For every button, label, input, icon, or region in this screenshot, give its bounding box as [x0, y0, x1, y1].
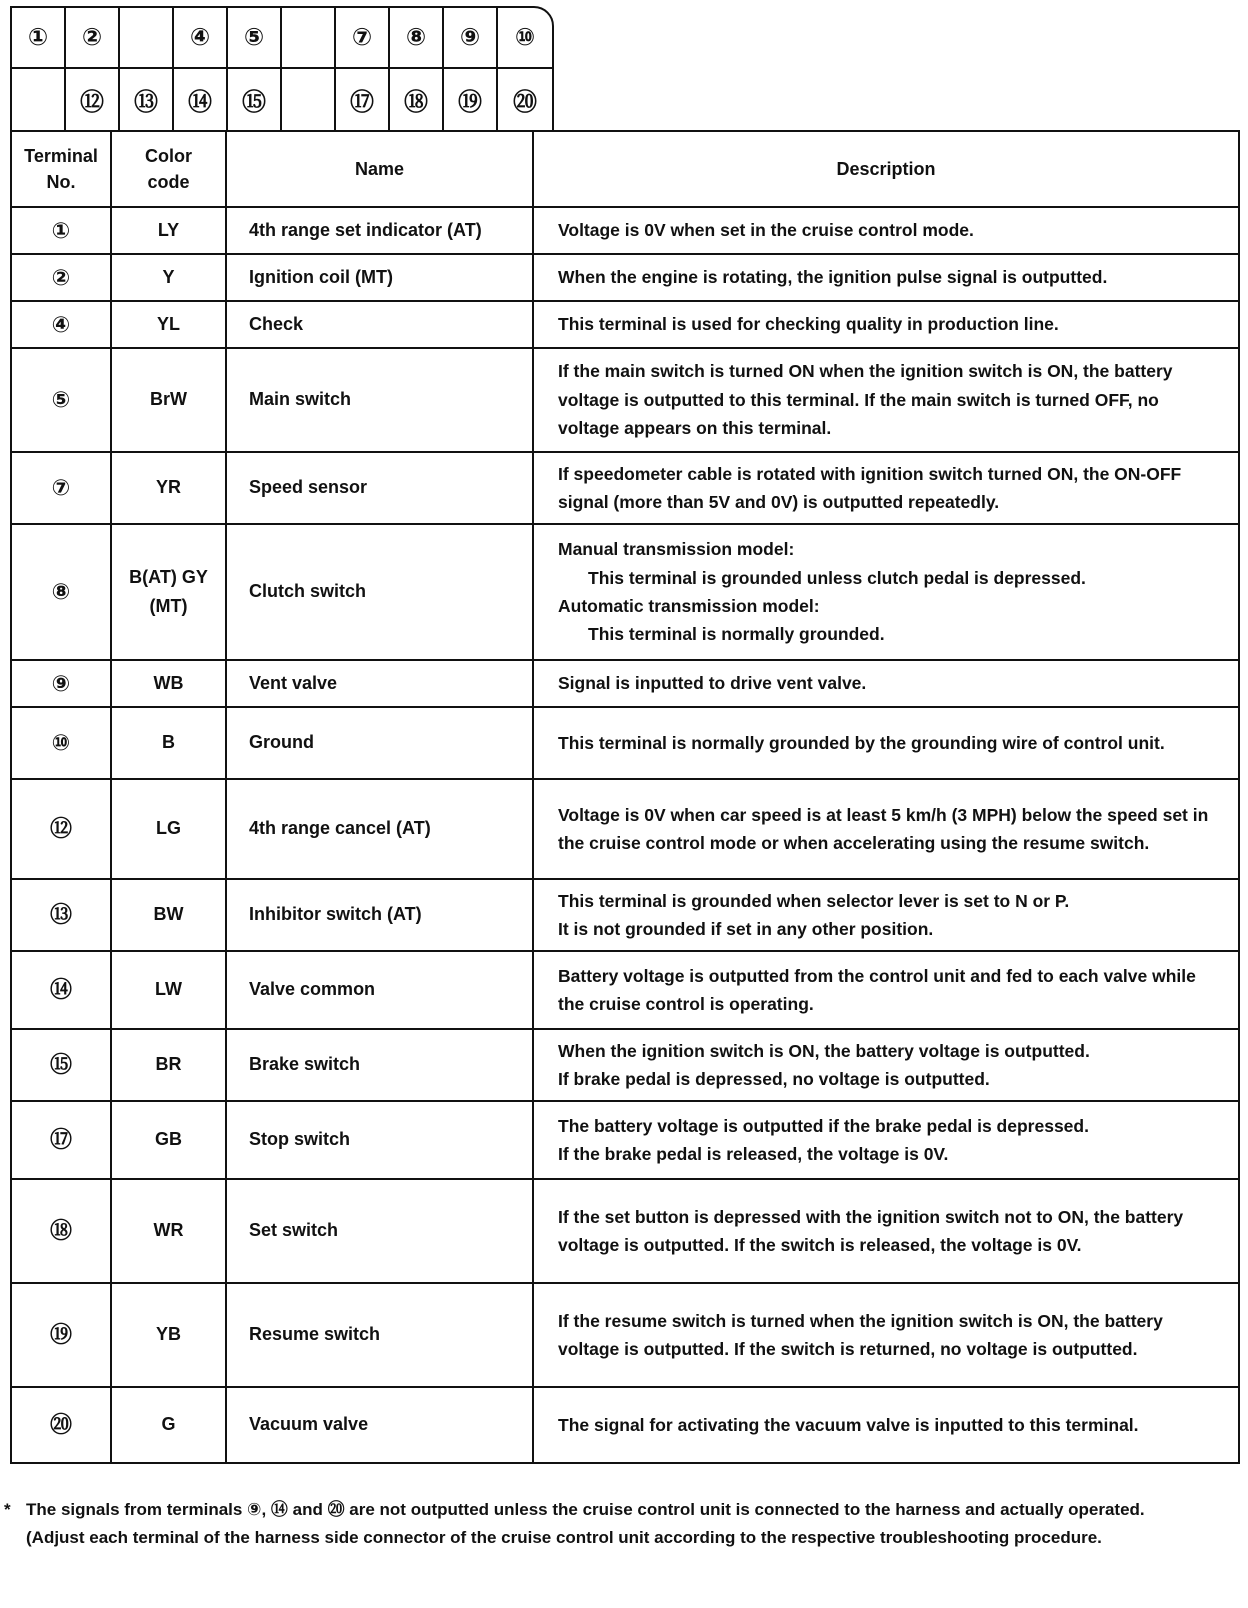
table-row — [11, 660, 1239, 707]
description-line: The battery voltage is outputted if the brake pedal is depressed. — [558, 1115, 1089, 1136]
name-cell: Clutch switch — [226, 524, 533, 660]
connector-pin: ⑨ — [444, 8, 498, 69]
description-line: This terminal is used for checking quality in production line. — [558, 314, 1059, 335]
table-row — [11, 254, 1239, 301]
name-cell: Valve common — [226, 951, 533, 1029]
description-cell — [533, 1179, 1239, 1283]
color-code-cell: B(AT) GY (MT) — [111, 524, 226, 660]
description-line: If the brake pedal is released, the voltage is 0V. — [558, 1144, 949, 1164]
table-row — [11, 301, 1239, 348]
table-row — [11, 207, 1239, 254]
table-row — [11, 1387, 1239, 1463]
color-code-cell: B — [111, 707, 226, 779]
description-line: Voltage is 0V when car speed is at least 5 km/h (3 MPH) below the speed set in the cruise control mode or when accelerating using the resume switch. — [558, 804, 1209, 853]
color-code-cell: YR — [111, 452, 226, 524]
table-row — [11, 1283, 1239, 1387]
connector-pin: ⑤ — [228, 8, 282, 69]
connector-pin: ⑫ — [66, 69, 120, 130]
description-cell — [533, 951, 1239, 1029]
terminal-no-cell: ⑫ — [11, 779, 111, 879]
color-code-cell: WB — [111, 660, 226, 707]
terminal-no-cell: ② — [11, 254, 111, 301]
terminal-no-cell: ⑲ — [11, 1283, 111, 1387]
description-cell — [533, 779, 1239, 879]
connector-pin: ⑲ — [444, 69, 498, 130]
description-cell — [533, 1387, 1239, 1463]
color-code-cell: WR — [111, 1179, 226, 1283]
color-code-cell: YB — [111, 1283, 226, 1387]
name-cell: Brake switch — [226, 1029, 533, 1101]
description-cell — [533, 1029, 1239, 1101]
terminal-table — [10, 130, 1240, 1464]
color-code-cell: YL — [111, 301, 226, 348]
connector-pin — [120, 8, 174, 69]
header-description: Description — [533, 131, 1239, 207]
footnote — [4, 1496, 1236, 1552]
connector-pin: ⑩ — [498, 8, 552, 69]
description-cell — [533, 1101, 1239, 1179]
name-cell: Main switch — [226, 348, 533, 452]
color-code-cell: BW — [111, 879, 226, 951]
terminal-no-cell: ⑰ — [11, 1101, 111, 1179]
terminal-no-cell: ⑱ — [11, 1179, 111, 1283]
description-line: It is not grounded if set in any other position. — [558, 919, 934, 939]
terminal-no-cell: ⑬ — [11, 879, 111, 951]
description-line: The signal for activating the vacuum valve is inputted to this terminal. — [558, 1414, 1139, 1435]
name-cell: Check — [226, 301, 533, 348]
description-cell — [533, 707, 1239, 779]
description-line: Voltage is 0V when set in the cruise control mode. — [558, 220, 974, 241]
description-line: Manual transmission model: — [558, 539, 795, 560]
color-code-cell: LW — [111, 951, 226, 1029]
color-code-cell: GB — [111, 1101, 226, 1179]
table-row — [11, 1179, 1239, 1283]
table-row — [11, 707, 1239, 779]
connector-pin — [12, 69, 66, 130]
description-cell — [533, 879, 1239, 951]
connector-pin — [282, 8, 336, 69]
terminal-no-cell: ① — [11, 207, 111, 254]
table-row — [11, 452, 1239, 524]
table-row — [11, 951, 1239, 1029]
table-header-row — [11, 131, 1239, 207]
name-cell: 4th range cancel (AT) — [226, 779, 533, 879]
description-line: This terminal is normally grounded. — [588, 624, 885, 645]
connector-pin: ⑭ — [174, 69, 228, 130]
terminal-no-cell: ⑮ — [11, 1029, 111, 1101]
header-name: Name — [226, 131, 533, 207]
description-line: This terminal is grounded when selector lever is set to N or P. — [558, 890, 1070, 911]
terminal-no-cell: ⑭ — [11, 951, 111, 1029]
name-cell: Set switch — [226, 1179, 533, 1283]
connector-pin: ② — [66, 8, 120, 69]
connector-pin: ⑮ — [228, 69, 282, 130]
connector-pin: ⑰ — [336, 69, 390, 130]
header-color-code: Color code — [111, 131, 226, 207]
description-cell — [533, 524, 1239, 660]
header-terminal-no: Terminal No. — [11, 131, 111, 207]
description-line: When the engine is rotating, the ignition pulse signal is outputted. — [558, 267, 1108, 288]
description-line: If the main switch is turned ON when the ignition switch is ON, the battery voltage is outputted to this terminal. If the main switch is turned OFF, no voltage appears on this terminal. — [558, 361, 1173, 439]
description-line: Automatic transmission model: — [558, 596, 820, 616]
color-code-cell: BrW — [111, 348, 226, 452]
name-cell: Stop switch — [226, 1101, 533, 1179]
name-cell: Vacuum valve — [226, 1387, 533, 1463]
table-row — [11, 524, 1239, 660]
description-line: If the set button is depressed with the ignition switch not to ON, the battery voltage is outputted. If the switch is released, the voltage is 0V. — [558, 1206, 1184, 1255]
name-cell: Inhibitor switch (AT) — [226, 879, 533, 951]
description-line: This terminal is grounded unless clutch pedal is depressed. — [588, 567, 1086, 588]
description-line: When the ignition switch is ON, the battery voltage is outputted. — [558, 1040, 1090, 1061]
name-cell: Speed sensor — [226, 452, 533, 524]
color-code-cell: G — [111, 1387, 226, 1463]
terminal-no-cell: ⑧ — [11, 524, 111, 660]
terminal-no-cell: ⑨ — [11, 660, 111, 707]
terminal-no-cell: ⑳ — [11, 1387, 111, 1463]
description-line: Signal is inputted to drive vent valve. — [558, 673, 867, 694]
terminal-no-cell: ⑦ — [11, 452, 111, 524]
color-code-cell: LY — [111, 207, 226, 254]
connector-pin: ⑧ — [390, 8, 444, 69]
table-row — [11, 1029, 1239, 1101]
description-line: If brake pedal is depressed, no voltage is outputted. — [558, 1069, 990, 1089]
footnote-line-2: (Adjust each terminal of the harness side connector of the cruise control unit according to the respective troubleshooting procedure. — [26, 1528, 1102, 1548]
color-code-cell: BR — [111, 1029, 226, 1101]
description-cell — [533, 1283, 1239, 1387]
connector-pin: ④ — [174, 8, 228, 69]
description-cell — [533, 301, 1239, 348]
description-cell — [533, 254, 1239, 301]
connector-pin: ⑬ — [120, 69, 174, 130]
footnote-line-1: The signals from terminals ⑨, ⑭ and ⑳ are not outputted unless the cruise control unit is connected to the harness and actually operated. — [26, 1500, 1145, 1519]
description-cell — [533, 207, 1239, 254]
footnote-bullet: * — [4, 1500, 11, 1519]
connector-pin: ① — [12, 8, 66, 69]
color-code-cell: Y — [111, 254, 226, 301]
terminal-no-cell: ⑩ — [11, 707, 111, 779]
description-line: This terminal is normally grounded by the grounding wire of control unit. — [558, 732, 1165, 753]
description-line: Battery voltage is outputted from the control unit and fed to each valve while the cruise control is operating. — [558, 965, 1196, 1014]
name-cell: Ground — [226, 707, 533, 779]
color-code-cell: LG — [111, 779, 226, 879]
terminal-no-cell: ④ — [11, 301, 111, 348]
terminal-no-cell: ⑤ — [11, 348, 111, 452]
description-cell — [533, 452, 1239, 524]
description-line: If speedometer cable is rotated with ignition switch turned ON, the ON-OFF signal (more than 5V and 0V) is outputted repeatedly. — [558, 463, 1182, 512]
description-cell — [533, 660, 1239, 707]
connector-pin: ⑦ — [336, 8, 390, 69]
connector-pin: ⑱ — [390, 69, 444, 130]
connector-pin: ⑳ — [513, 89, 537, 116]
name-cell: Vent valve — [226, 660, 533, 707]
connector-diagram — [10, 6, 554, 132]
name-cell: Ignition coil (MT) — [226, 254, 533, 301]
description-line: If the resume switch is turned when the ignition switch is ON, the battery voltage is outputted. If the switch is returned, no voltage is outputted. — [558, 1310, 1163, 1359]
table-row — [11, 1101, 1239, 1179]
name-cell: 4th range set indicator (AT) — [226, 207, 533, 254]
table-row — [11, 779, 1239, 879]
connector-pin — [282, 69, 336, 130]
table-row — [11, 879, 1239, 951]
name-cell: Resume switch — [226, 1283, 533, 1387]
table-row — [11, 348, 1239, 452]
description-cell — [533, 348, 1239, 452]
